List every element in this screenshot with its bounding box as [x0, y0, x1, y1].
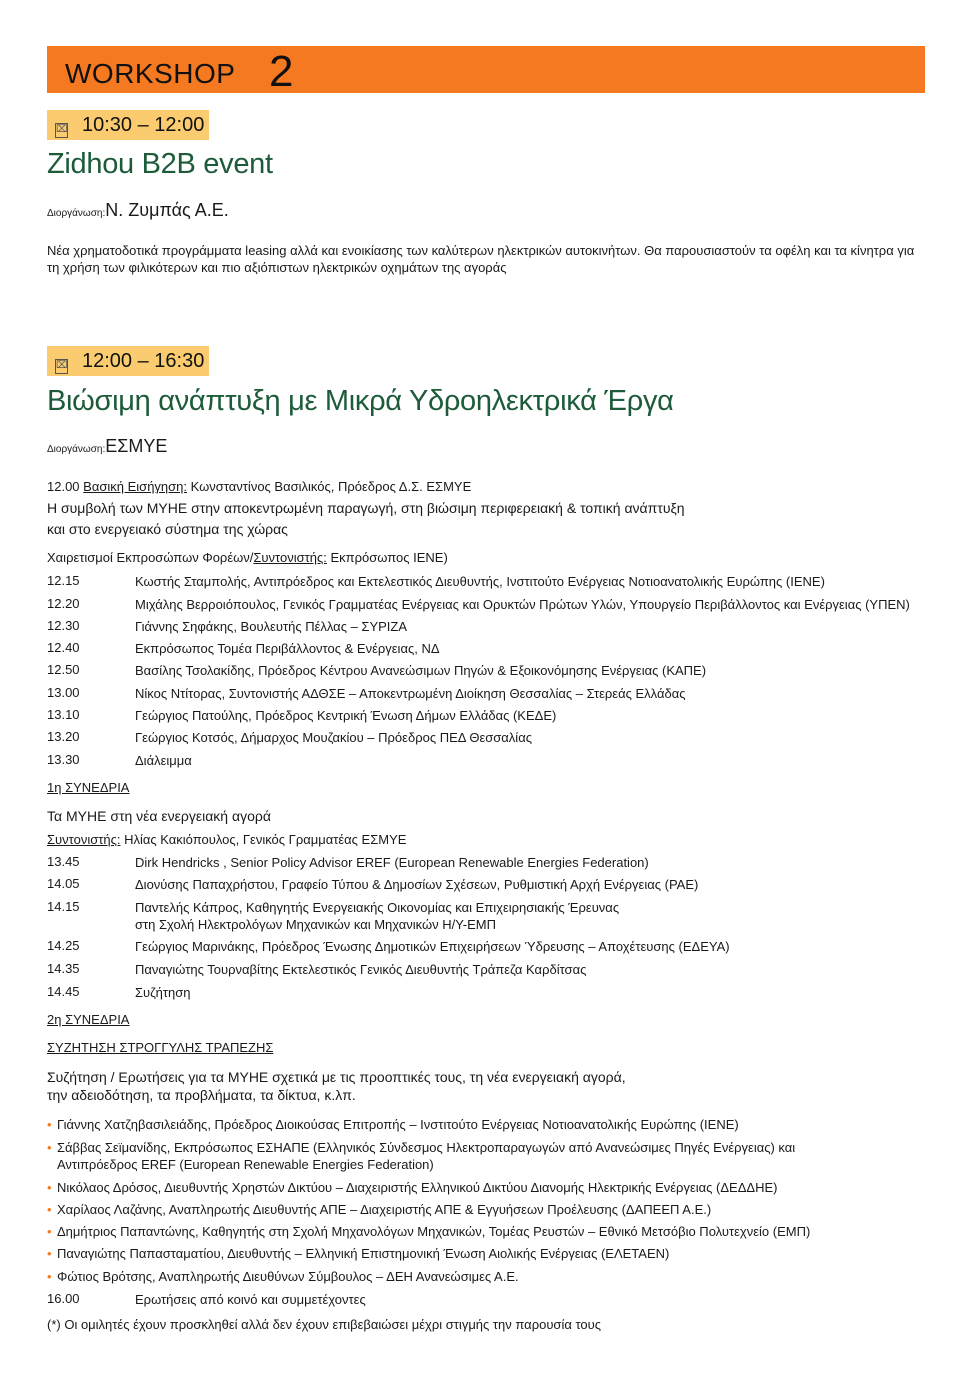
participant-text: Αντιπρόεδρος EREF (European Renewable Energies Federation) — [57, 1157, 434, 1172]
session1-time-badge — [47, 110, 209, 140]
workshop-label: WORKSHOP — [65, 58, 236, 89]
row-text: Παντελής Κάπρος, Καθηγητής Ενεργειακής Οικονομίας και Επιχειρησιακής Έρευνας — [135, 900, 620, 915]
session-a-coordinator — [47, 832, 406, 847]
roundtable-intro-line2: την αδειοδότηση, τα προβλήματα, τα δίκτυα, κ.λπ. — [47, 1087, 356, 1103]
row-text: Κωστής Σταμπολής, Αντιπρόεδρος και Εκτελεστικός Διευθυντής, Ινστιτούτο Ενέργειας Νοτιοανατολικής Ευρώπης (ΙΕΝΕ) — [135, 574, 825, 589]
roundtable-intro-line1: Συζήτηση / Ερωτήσεις για τα ΜΥΗΕ σχετικά με τις προοπτικές τους, τη νέα ενεργειακή αγορά, — [47, 1069, 626, 1085]
row-time: 14.45 — [47, 984, 80, 999]
session-a-label: 1η ΣΥΝΕΔΡΙΑ — [47, 780, 130, 795]
row-time: 13.30 — [47, 752, 80, 767]
greetings-heading — [47, 550, 448, 565]
row-time: 14.15 — [47, 899, 80, 914]
row-text: Γεώργιος Πατούλης, Πρόεδρος Κεντρική Ένωση Δήμων Ελλάδας (ΚΕΔΕ) — [135, 708, 557, 723]
bullet-icon: • — [47, 1246, 52, 1261]
organizer-label: Διοργάνωση: — [47, 208, 106, 219]
coordinator-label: Συντονιστής: — [47, 832, 121, 847]
row-text: Νίκος Ντίτορας, Συντονιστής ΑΔΘΣΕ – Αποκεντρωμένη Διοίκηση Θεσσαλίας – Στερεάς Ελλάδας — [135, 686, 686, 701]
row-text: Διονύσης Παπαχρήστου, Γραφείο Τύπου & Δημοσίων Σχέσεων, Ρυθμιστική Αρχή Ενέργειας (ΡΑΕ) — [135, 877, 699, 892]
row-text: Γεώργιος Κοτσός, Δήμαρχος Μουζακίου – Πρόεδρος ΠΕΔ Θεσσαλίας — [135, 730, 532, 745]
greetings-prefix: Χαιρετισμοί Εκπροσώπων Φορέων/ — [47, 550, 254, 565]
row-time: 16.00 — [47, 1291, 80, 1306]
session1-description-line1: Νέα χρηματοδοτικά προγράμματα leasing αλλά και ενοικίασης των καλύτερων ηλεκτρικών αυτοκινήτων. Θα παρουσιαστούν τα οφέλη και τα κίνητρα για — [47, 243, 915, 258]
row-time: 14.35 — [47, 961, 80, 976]
row-time: 12.30 — [47, 618, 80, 633]
participant-text: Σάββας Σεϊμανίδης, Εκπρόσωπος ΕΣΗΑΠΕ (Ελληνικός Σύνδεσμος Ηλεκτροπαραγωγών από Ανανεώσιμες Πηγές Ενέργειας) και — [57, 1140, 796, 1155]
bullet-icon: • — [47, 1269, 52, 1284]
session2-title: Βιώσιμη ανάπτυξη με Μικρά Υδροηλεκτρικά Έργα — [47, 385, 674, 417]
keynote-topic-line1: Η συμβολή των ΜΥΗΕ στην αποκεντρωμένη παραγωγή, στη βιώσιμη περιφερειακή & τοπική ανάπτυξη — [47, 500, 685, 516]
row-text: Ερωτήσεις από κοινό και συμμετέχοντες — [135, 1292, 366, 1307]
coordinator-text: Ηλίας Κακιόπουλος, Γενικός Γραμματέας ΕΣΜΥΕ — [120, 832, 407, 847]
session2-time: 12:00 – 16:30 — [82, 350, 205, 372]
row-text: Βασίλης Τσολακίδης, Πρόεδρος Κέντρου Ανανεώσιμων Πηγών & Εξοικονόμησης Ενέργειας (ΚΑΠΕ) — [135, 663, 707, 678]
bullet-icon: • — [47, 1180, 52, 1195]
row-text: Dirk Hendricks , Senior Policy Advisor EREF (European Renewable Energies Federation) — [135, 855, 649, 870]
row-time: 14.05 — [47, 876, 80, 891]
session-a-topic: Τα ΜΥΗΕ στη νέα ενεργειακή αγορά — [47, 808, 271, 824]
row-time: 12.20 — [47, 596, 80, 611]
session1-description-line2: τη χρήση των φιλικότερων και πιο αξιόπιστων ηλεκτρικών οχημάτων της αγοράς — [47, 260, 507, 275]
roundtable-heading: ΣΥΖΗΤΗΣΗ ΣΤΡΟΓΓΥΛΗΣ ΤΡΑΠΕΖΗΣ — [47, 1040, 274, 1055]
footnote: (*) Οι ομιλητές έχουν προσκληθεί αλλά δεν έχουν επιβεβαιώσει μέχρι στιγμής την παρουσία τους — [47, 1317, 602, 1332]
organizer-value: Ν. Ζυμπάς Α.Ε. — [105, 200, 229, 220]
session1-time: 10:30 – 12:00 — [82, 114, 205, 136]
row-text: Παναγιώτης Τουρναβίτης Εκτελεστικός Γενικός Διευθυντής Τράπεζα Καρδίτσας — [135, 962, 587, 977]
row-text: Διάλειμμα — [135, 753, 192, 768]
greetings-coordinator-label: Συντονιστής: — [253, 550, 327, 565]
bullet-icon: • — [47, 1224, 52, 1239]
participant-text: Δημήτριος Παπαντώνης, Καθηγητής στη Σχολή Μηχανολόγων Μηχανικών, Τομέας Ρευστών – Εθνικό Μετσόβιο Πολυτεχνείο (ΕΜΠ) — [57, 1224, 811, 1239]
clock-icon: ⌧ — [55, 359, 68, 374]
row-time: 13.45 — [47, 854, 80, 869]
row-time: 13.00 — [47, 685, 80, 700]
row-text: Εκπρόσωπος Τομέα Περιβάλλοντος & Ενέργειας, ΝΔ — [135, 641, 440, 656]
row-text: Γιάννης Σηφάκης, Βουλευτής Πέλλας – ΣΥΡΙΖΑ — [135, 619, 408, 634]
session1-title: Zidhou B2B event — [47, 148, 273, 180]
session2-time-badge — [47, 346, 209, 376]
organizer-label: Διοργάνωση: — [47, 444, 106, 455]
row-text: Γεώργιος Μαρινάκης, Πρόεδρος Ένωσης Δημοτικών Επιχειρήσεων Ύδρευσης – Αποχέτευσης (ΕΔΕΥΑ) — [135, 939, 730, 954]
keynote-speaker: Κωνσταντίνος Βασιλικός, Πρόεδρος Δ.Σ. ΕΣΜΥΕ — [187, 479, 472, 494]
session-b-label: 2η ΣΥΝΕΔΡΙΑ — [47, 1012, 130, 1027]
greetings-suffix: Εκπρόσωπος ΙΕΝΕ) — [326, 550, 448, 565]
row-time: 13.20 — [47, 729, 80, 744]
participant-text: Φώτιος Βρότσης, Αναπληρωτής Διευθύνων Σύμβουλος – ΔΕΗ Ανανεώσιμες Α.Ε. — [57, 1269, 519, 1284]
row-time: 12.50 — [47, 662, 80, 677]
participant-text: Παναγιώτης Παπασταματίου, Διευθυντής – Ελληνική Επιστημονική Ένωση Αιολικής Ενέργειας (ΕΛΕΤΑΕΝ) — [57, 1246, 670, 1261]
row-text: Συζήτηση — [135, 985, 191, 1000]
clock-icon: ⌧ — [55, 123, 68, 138]
bullet-icon: • — [47, 1140, 52, 1155]
bullet-icon: • — [47, 1202, 52, 1217]
workshop-banner — [47, 46, 925, 96]
participant-text: Γιάννης Χατζηβασιλειάδης, Πρόεδρος Διοικούσας Επιτροπής – Ινστιτούτο Ενέργειας Νοτιοανατολικής Ευρώπης (ΙΕΝΕ) — [57, 1117, 739, 1132]
row-text: Μιχάλης Βερροιόπουλος, Γενικός Γραμματέας Ενέργειας και Ορυκτών Πρώτων Υλών, Υπουργείο Περιβάλλοντος και Ενέργειας (ΥΠΕΝ) — [135, 597, 910, 612]
keynote-topic-line2: και στο ενεργειακό σύστημα της χώρας — [47, 521, 288, 537]
row-time: 12.40 — [47, 640, 80, 655]
organizer-value: ΕΣΜΥΕ — [105, 436, 168, 456]
row-time: 14.25 — [47, 938, 80, 953]
participant-text: Νικόλαος Δρόσος, Διευθυντής Χρηστών Δικτύου – Διαχειριστής Ελληνικού Δικτύου Διανομής Ηλεκτρικής Ενέργειας (ΔΕΔΔΗΕ) — [57, 1180, 778, 1195]
keynote-time: 12.00 — [47, 479, 80, 494]
session1-organizer — [47, 200, 229, 221]
row-time: 13.10 — [47, 707, 80, 722]
keynote-label: Βασική Εισήγηση: — [83, 479, 188, 494]
session2-organizer — [47, 436, 167, 457]
participant-text: Χαρίλαος Λαζάνης, Αναπληρωτής Διευθυντής ΑΠΕ – Διαχειριστής ΑΠΕ & Εγγυήσεων Προέλευσης (ΔΑΠΕΕΠ Α.Ε.) — [57, 1202, 712, 1217]
keynote-line — [47, 479, 471, 494]
workshop-number: 2 — [269, 47, 294, 96]
row-text: στη Σχολή Ηλεκτρολόγων Μηχανικών και Μηχανικών Η/Υ-ΕΜΠ — [135, 917, 496, 932]
row-time: 12.15 — [47, 573, 80, 588]
bullet-icon: • — [47, 1117, 52, 1132]
